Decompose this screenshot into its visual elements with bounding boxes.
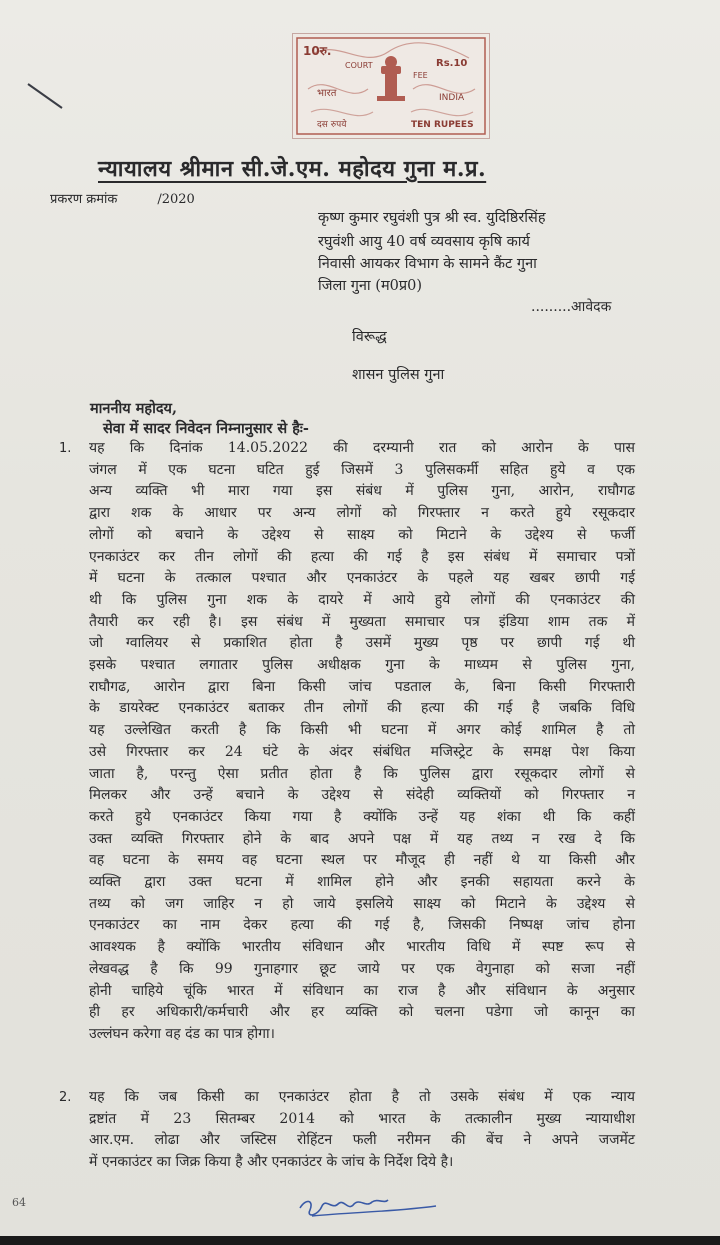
paragraph-line: उसे गिरफ्तार कर 24 घंटे के अंदर संबंधित मजिस्ट्रेट के समक्ष पेश किया <box>89 743 635 760</box>
intro-line: सेवा में सादर निवेदन निम्नानुसार से हैः- <box>103 420 309 437</box>
paragraph-line: जो ग्वालियर से प्रकाशित होता है उसमें मुख्य पृष्ठ पर छापी गई थी <box>89 635 635 652</box>
paragraph-line: के डायरेक्ट एनकाउंटर बताकर तीन लोगों की हत्या की गई है जबकि विधि <box>89 700 635 717</box>
stamp-artwork <box>293 34 489 138</box>
salutation: माननीय महोदय, <box>90 400 178 417</box>
stamp-fee-text: FEE <box>413 71 428 80</box>
applicant-line: रघुवंशी आयु 40 वर्ष व्यवसाय कृषि कार्य <box>318 234 530 250</box>
paragraph-number: 2. <box>59 1090 72 1105</box>
applicant-line: जिला गुना (म0प्र0) <box>318 278 422 294</box>
paragraph-line: यह उल्लेखित करती है कि किसी भी घटना में अगर कोई शामिल है तो <box>89 722 635 739</box>
case-number-year: /2020 <box>157 192 195 207</box>
paragraph-line: ही हर अधिकारी/कर्मचारी और हर व्यक्ति को चलना पडेगा जो कानून का <box>89 1004 635 1021</box>
respondent: शासन पुलिस गुना <box>352 367 445 383</box>
paragraph-line: थी कि पुलिस गुना शक के दायरे में आये हुये लोगों की एनकाउंटर की <box>89 591 635 608</box>
page-number: 64 <box>12 1196 26 1209</box>
stamp-country-en: INDIA <box>439 93 465 103</box>
paragraph-line: आवश्यक है क्योंकि भारतीय संविधान और भारतीय विधि में स्पष्ट रूप से <box>89 939 635 956</box>
versus-label: विरूद्ध <box>352 329 387 345</box>
signature-scribble <box>292 1186 442 1226</box>
paragraph-line: तथ्य को जग जाहिर न हो जाये इसलिये साक्ष्य को मिटाने के उद्देश्य से <box>89 895 635 912</box>
paragraph-line: होनी चाहिये चूंकि भारत में संविधान का राज है और संविधान के अनुसार <box>89 982 635 999</box>
case-number <box>50 189 195 207</box>
paragraph-line: में घटना के तत्काल पश्चात और एनकाउंटर के पहले यह खबर छापी गई <box>89 570 635 587</box>
stamp-country-hi: भारत <box>317 88 337 99</box>
paragraph-line: तैयारी कर रही है। इस संबंध में मुख्यता समाचार पत्र इंडिया शाम तक में <box>89 613 635 630</box>
paragraph-line: आर.एम. लोढा और जस्टिस रोहिंटन फली नरीमन की बेंच ने अपने जजमेंट <box>89 1132 635 1149</box>
stamp-words-en: TEN RUPEES <box>411 120 474 130</box>
scan-edge-bar <box>0 1236 720 1245</box>
court-fee-stamp <box>292 33 490 139</box>
paragraph-line: व्यक्ति द्वारा उक्त घटना में शामिल होने और इनकी सहायता करने के <box>89 874 635 891</box>
paragraph-line: द्रष्टांत में 23 सितम्बर 2014 को भारत के तत्कालीन मुख्य न्यायाधीश <box>89 1110 635 1127</box>
paragraph-line: एनकाउंटर का नाम देकर हत्या की गई है, जिसकी निष्पक्ष जांच होना <box>89 917 635 934</box>
paragraph-line: अन्य व्यक्ति भी मारा गया इस संबंध में पुलिस गुना, आरोन, राघौगढ <box>89 483 635 500</box>
paragraph-number: 1. <box>59 441 72 456</box>
paragraph-line: लोगों को बचाने के उद्देश्य से साक्ष्य को मिटाने के उद्देश्य से फर्जी <box>89 526 635 543</box>
stamp-court-text: COURT <box>345 61 373 70</box>
pen-stroke-mark <box>26 82 66 112</box>
stamp-right-value: Rs.10 <box>436 58 468 69</box>
national-emblem-icon <box>377 56 405 101</box>
case-number-label: प्रकरण क्रमांक <box>50 192 118 207</box>
applicant-line: निवासी आयकर विभाग के सामने कैंट गुना <box>318 256 537 272</box>
paragraph-line: जंगल में एक घटना घटित हुई जिसमें 3 पुलिसकर्मी सहित हुये व एक <box>89 461 635 478</box>
stamp-left-value: 10रु. <box>303 44 332 58</box>
paragraph-line: उक्त व्यक्ति गिरफ्तार होने के बाद अपने पक्ष में यह तथ्य न रख दे कि <box>89 830 635 847</box>
paragraph-line: वह घटना के समय वह घटना स्थल पर मौजूद ही नहीं थे या किसी और <box>89 852 635 869</box>
applicant-line: कृष्ण कुमार रघुवंशी पुत्र श्री स्व. युदिष्ठिरसिंह <box>318 210 546 226</box>
paragraph-line: एनकाउंटर कर तीन लोगों की हत्या की गई है इस संबंध में समाचार पत्रों <box>89 548 635 565</box>
paragraph-1 <box>59 438 635 1046</box>
paragraph-line: जाता है, परन्तु ऐसा प्रतीत होता है कि पुलिस द्वारा रसूकदार लोगों से <box>89 765 635 782</box>
paragraph-line: मिलकर और उन्हें बचाने के उद्देश्य से संदेही व्यक्तियों को गिरफ्तार न <box>89 787 635 804</box>
paragraph-line: करते हुये एनकाउंटर किया गया है क्योंकि उन्हें यह शंका थी कि कहीं <box>89 808 635 825</box>
paragraph-line: राघौगढ, आरोन द्वारा बिना किसी जांच पडताल के, बिना किसी गिरफ्तारी <box>89 678 635 695</box>
paragraph-line: यह कि जब किसी का एनकाउंटर होता है तो उसके संबंध में एक न्याय <box>89 1089 635 1105</box>
stamp-words-hi: दस रुपये <box>317 120 347 130</box>
paragraph-line: में एनकाउंटर का जिक्र किया है और एनकाउंटर के जांच के निर्देश दिये है। <box>89 1154 454 1171</box>
applicant-label: .........आवेदक <box>531 299 612 315</box>
paragraph-line: यह कि दिनांक 14.05.2022 की दरम्यानी रात को आरोन के पास <box>89 440 635 456</box>
paragraph-2 <box>59 1087 635 1174</box>
court-title: न्यायालय श्रीमान सी.जे.एम. महोदय गुना म.प्र. <box>98 156 487 182</box>
paragraph-line: द्वारा शक के आधार पर अन्य लोगों को गिरफ्तार न करते हुये रसूकदार <box>89 505 635 522</box>
paragraph-line: लेखवद्ध है कि 99 गुनाहगार छूट जाये पर एक वेगुनाहा को सजा नहीं <box>89 960 635 977</box>
paragraph-line: उल्लंघन करेगा वह दंड का पात्र होगा। <box>89 1025 275 1042</box>
paragraph-line: इसके पश्चात लगातार पुलिस अधीक्षक गुना के माध्यम से पुलिस गुना, <box>89 657 635 674</box>
